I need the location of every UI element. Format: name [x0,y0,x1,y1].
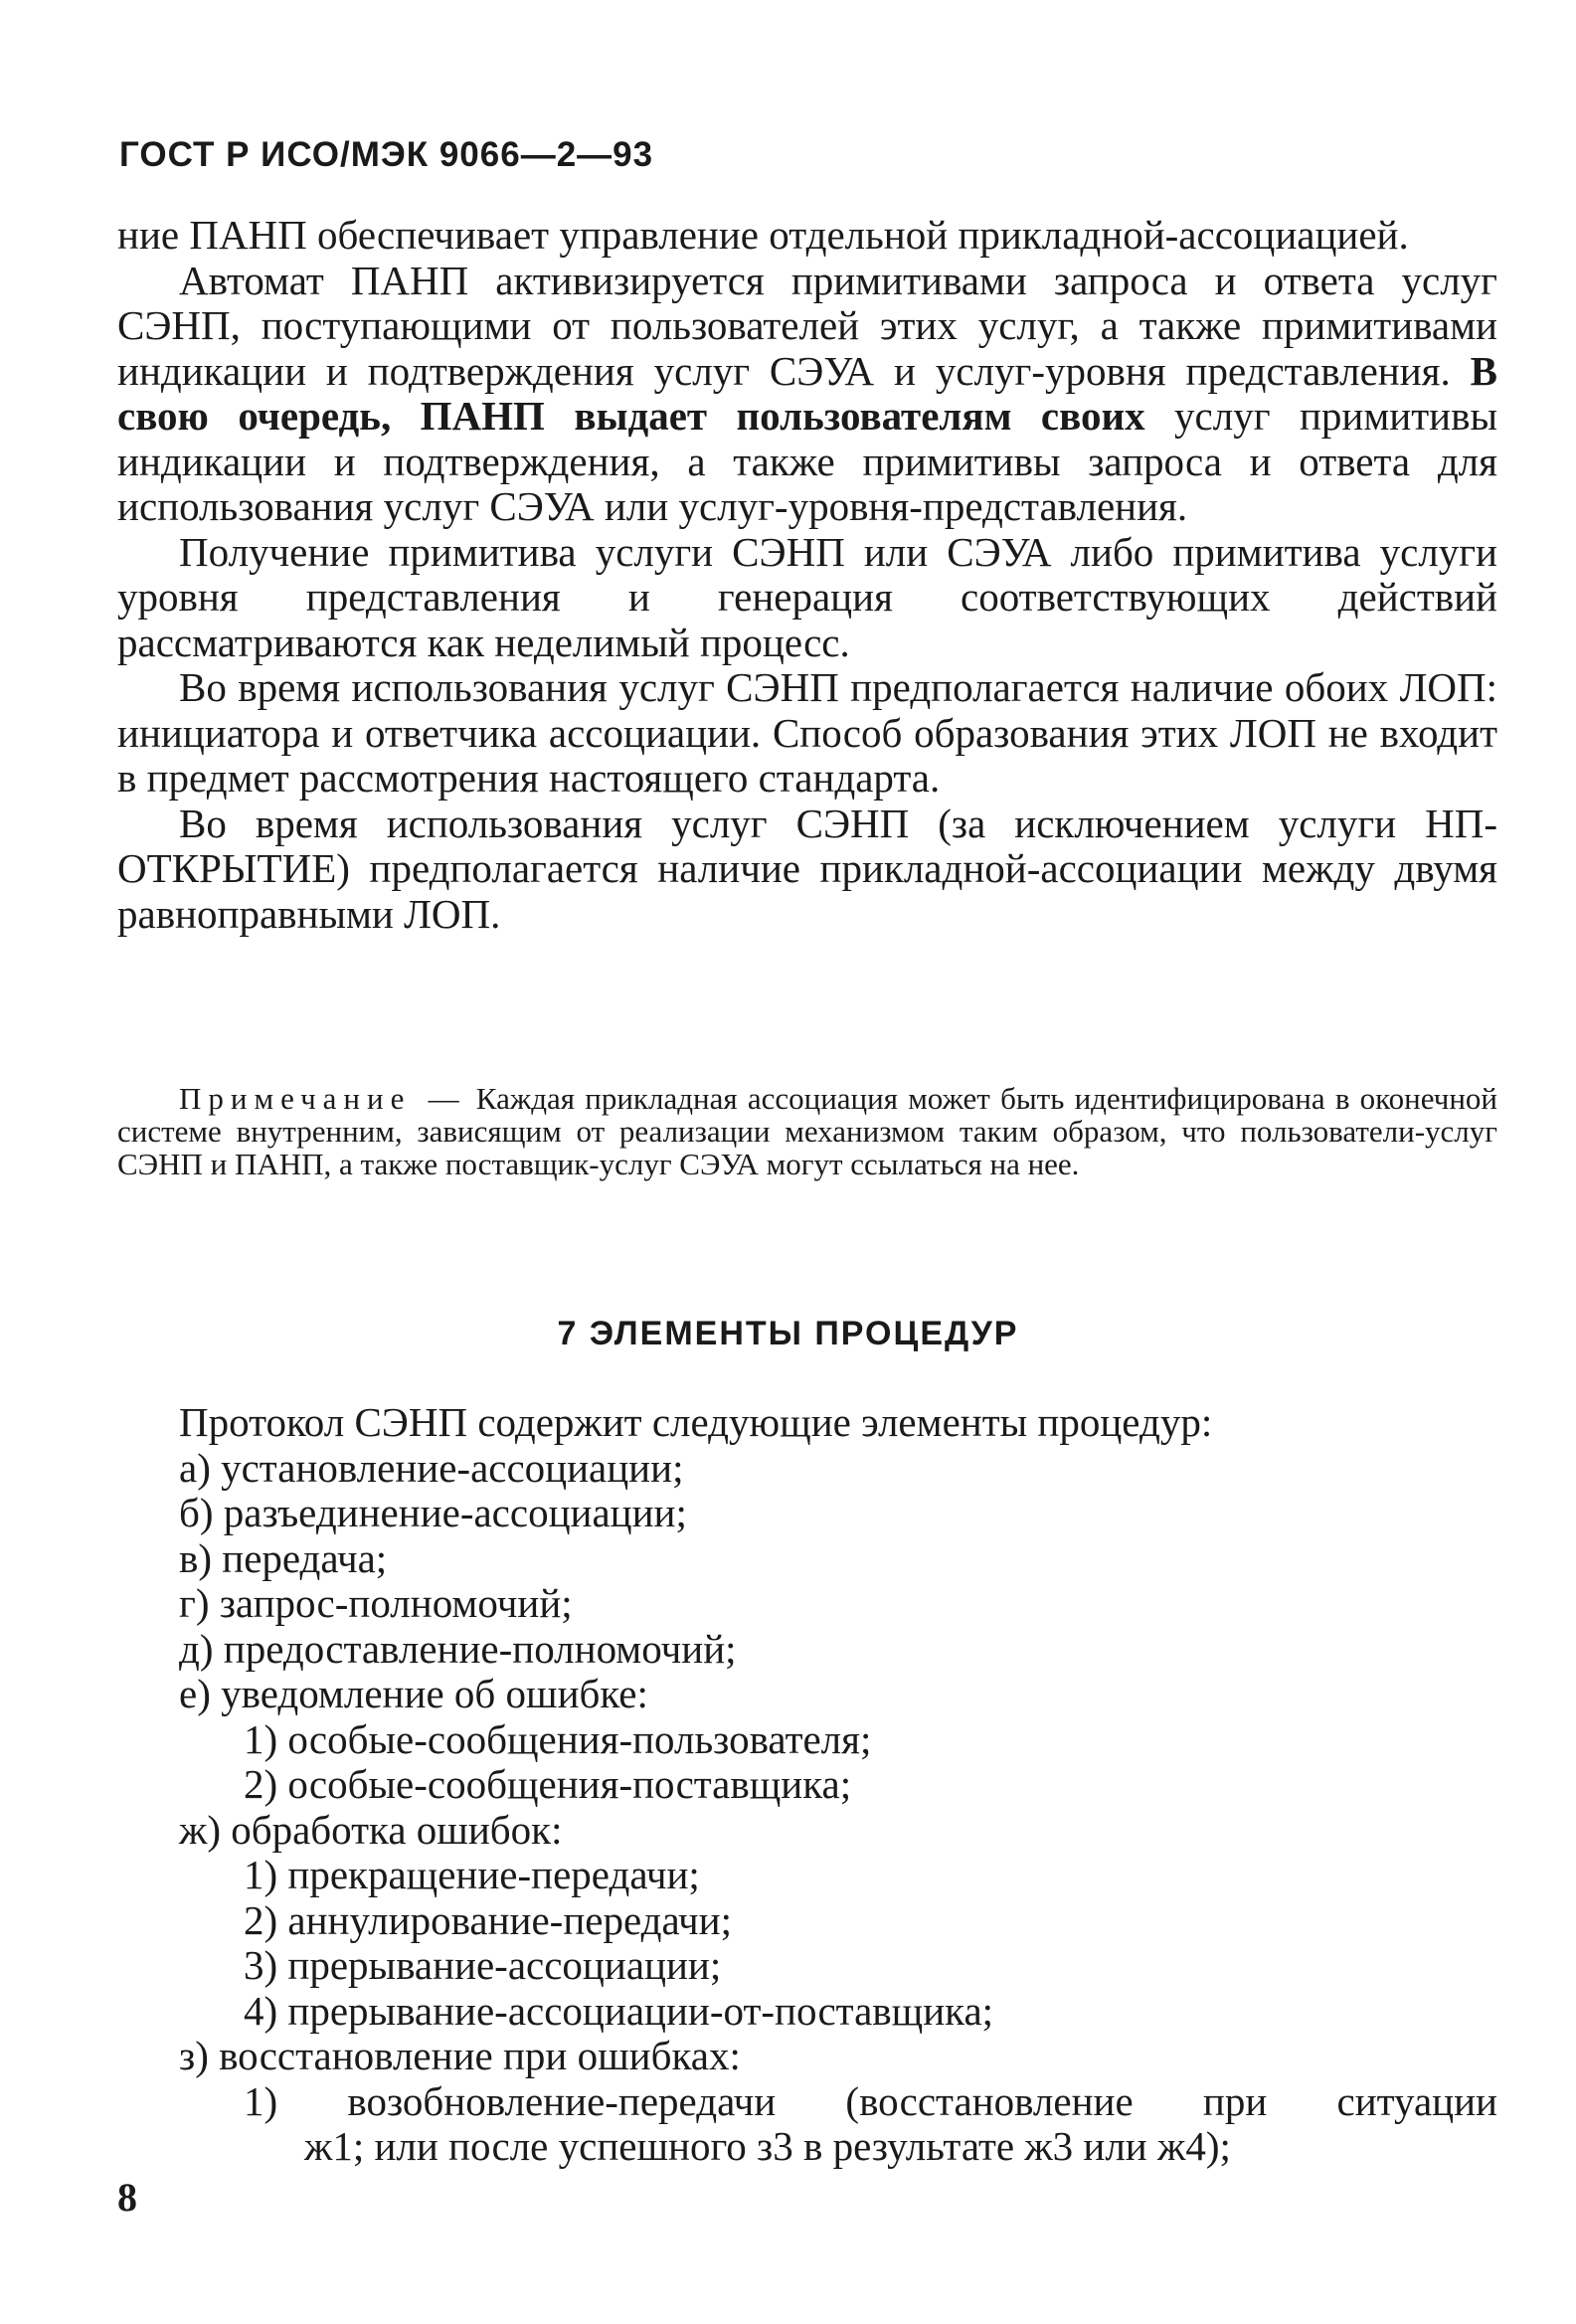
body-text-block [117,213,1497,937]
list-subitem: 2) аннулирование-передачи; [244,1896,732,1943]
paragraph-association-presence: Во время использования услуг СЭНП (за исключением услуги НП-ОТКРЫТИЕ) предполагается наличие прикладной-ассоциации между двумя равноправными ЛОП. [117,800,1497,937]
list-subitem: 3) прерывание-ассоциации; [244,1942,722,1988]
page-number: 8 [117,2175,137,2220]
list-item: з) восстановление при ошибках: [179,2033,741,2078]
list-intro: Протокол СЭНП содержит следующие элементы процедур: [179,1399,1213,1445]
note-text: Каждая прикладная ассоциация может быть идентифицирована в оконечной системе внутренним, зависящим от реализации механизмом таким образом, что пользователи-услуг СЭНП и ПАНП, а также поставщик-услуг СЭУА могут ссылаться на нее. [117,1081,1498,1181]
list-subitem: 4) прерывание-ассоциации-от-поставщика; [244,1987,994,2034]
paragraph-continuation: ние ПАНП обеспечивает управление отдельной прикладной-ассоциацией. [117,212,1409,258]
list-item: г) запрос-полномочий; [179,1580,573,1626]
section-title: 7 ЭЛЕМЕНТЫ ПРОЦЕДУР [557,1315,1019,1352]
note-block [117,1082,1497,1180]
paragraph-lop-presence: Во время использования услуг СЭНП предполагается наличие обоих ЛОП: инициатора и ответчика ассоциации. Способ образования этих ЛОП не входит в предмет рассмотрения настоящего стандарта. [117,664,1497,801]
list-subitem-continuation: ж1; или после успешного з3 в результате ж3 или ж4); [304,2123,1231,2169]
list-item: в) передача; [179,1534,388,1581]
list-item: а) установление-ассоциации; [179,1444,684,1491]
list-item: ж) обработка ошибок: [179,1806,563,1853]
list-subitem: 2) особые-сообщения-поставщика; [244,1761,852,1807]
paragraph-primitive-processing: Получение примитива услуги СЭНП или СЭУА либо примитива услуги уровня представления и генерация соответствующих действий рассматриваются как неделимый процесс. [117,528,1497,665]
paragraph-automat-bold: В свою очередь, ПАНП выдает пользователям своих [117,347,1497,439]
standard-header: ГОСТ Р ИСО/МЭК 9066—2—93 [119,135,654,174]
list-item: е) уведомление об ошибке: [179,1671,648,1716]
paragraph-automat [117,259,1497,530]
paragraph-automat-start: Автомат ПАНП активизируется примитивами запроса и ответа услуг СЭНП, поступающими от пользователей этих услуг, а также примитивами индикации и подтверждения услуг СЭУА и услуг-уровня представления. [117,257,1497,394]
list-subitem: 1) прекращение-передачи; [244,1852,700,1897]
procedure-elements-list [117,1400,1497,2170]
note-lead: Примечание — [179,1081,466,1116]
list-subitem: 1) особые-сообщения-пользователя; [244,1715,872,1762]
list-item: д) предоставление-полномочий; [179,1625,737,1672]
list-subitem: 1) возобновление-передачи (восстановление при ситуации [244,2077,1497,2124]
paragraph-automat-end: услуг примитивы индикации и подтверждения, а также примитивы запроса и ответа для использования услуг СЭУА или услуг-уровня-представления. [117,393,1497,529]
list-item: б) разъединение-ассоциации; [179,1490,687,1535]
